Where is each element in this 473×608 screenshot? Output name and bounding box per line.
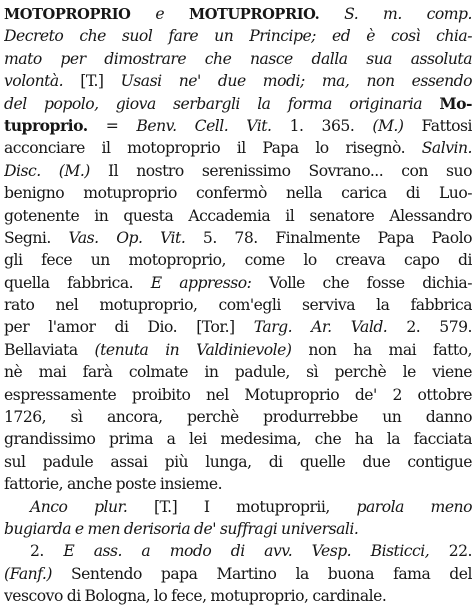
citation-source: Vas. Op. Vit. xyxy=(68,228,186,247)
quotation-text: Sentendo papa Martino la buona fama del xyxy=(51,564,472,583)
usage-note: Usasi ne' due modi; ma, non essendo xyxy=(120,72,472,91)
entry-line-10 xyxy=(4,205,472,227)
entry-line-12 xyxy=(4,249,472,271)
entry-line-26 xyxy=(4,563,472,585)
entry-line-19 xyxy=(4,406,472,428)
citation-tag: (M.) xyxy=(372,116,404,135)
quotation-text: grandissimo prima a lei medesima, che ha la facciata xyxy=(4,430,472,449)
quotation-text: Fattosi xyxy=(403,116,472,135)
source-tag: [T.] xyxy=(80,72,121,91)
entry-line-5 xyxy=(4,93,472,115)
quotation-text: benigno motuproprio confermò nella carica di Luo- xyxy=(4,184,472,203)
entry-line-17 xyxy=(4,361,472,383)
sense-number: 2. xyxy=(30,542,64,561)
quotation-text: fattorie, anche poste insieme. xyxy=(4,475,223,494)
entry-line-15 xyxy=(4,316,472,338)
equals-sign: = xyxy=(87,116,137,135)
entry-line-21 xyxy=(4,451,472,473)
entry-line-22 xyxy=(4,473,472,495)
quotation-text: non ha mai fatto, xyxy=(291,340,472,359)
quotation-text: quella fabbrica. xyxy=(4,273,151,292)
entry-line-13 xyxy=(4,272,472,294)
quotation-text: Il nostro serenissimo Sovrano... con suo xyxy=(89,161,472,180)
quotation-text: gotenente in questa Accademia il senatore Alessandro xyxy=(4,206,472,225)
headword-conjunction: e xyxy=(130,5,189,23)
quotation-text: espressamente proibito nel Motuproprio de' 2 ottobre xyxy=(4,385,472,404)
editorial-gloss: (tenuta in Valdinievole) xyxy=(94,340,292,359)
quotation-text: nè mai farà colmate in padule, sì perchè le viene xyxy=(4,363,472,382)
part-of-speech: S. m. comp. xyxy=(319,5,472,23)
quotation-text: Volle che fosse dichia- xyxy=(251,273,472,292)
bold-form: tuproprio. xyxy=(4,115,88,135)
usage-note: bugiarda e men derisoria de' suffragi universali. xyxy=(4,519,359,538)
headword: MOTOPROPRIO xyxy=(4,6,131,23)
bold-form: Mo- xyxy=(439,93,472,113)
quotation-text: 1726, sì ancora, perchè produrrebbe un danno xyxy=(4,408,472,427)
plural-label: Anco plur. xyxy=(30,497,128,516)
citation-source: Benv. Cell. Vit. xyxy=(136,116,272,135)
quotation-text: acconciare il motoproprio il Papa lo risegnò. xyxy=(4,139,422,158)
entry-line-25 xyxy=(4,540,472,562)
quotation-text: per l'amor di Dio. [Tor.] xyxy=(4,318,254,337)
entry-line-27 xyxy=(4,585,472,607)
entry-line-18 xyxy=(4,384,472,406)
citation-tag: (Fanf.) xyxy=(4,564,52,583)
entry-line-2 xyxy=(4,25,472,47)
citation-reference: 2. 579. xyxy=(387,318,472,337)
headword-variant: MOTUPROPRIO. xyxy=(188,6,320,23)
citation-source: Disc. (M.) xyxy=(4,161,90,180)
sense-definition: E ass. a modo di avv. Vesp. Bisticci, xyxy=(63,542,430,561)
entry-line-7 xyxy=(4,137,472,159)
entry-line-23 xyxy=(4,496,472,518)
citation-source: Targ. Ar. Vald. xyxy=(253,318,388,337)
entry-line-20 xyxy=(4,428,472,450)
dictionary-entry xyxy=(4,3,472,608)
entry-line-24 xyxy=(4,518,472,540)
quotation-text: Segni. xyxy=(4,228,69,247)
quotation-text: [T.] I motuproprii, xyxy=(127,497,357,516)
entry-line-6 xyxy=(4,115,472,137)
quotation-text: rato nel motuproprio, com'egli serviva la fabbrica xyxy=(4,296,472,315)
citation-source: Salvin. xyxy=(421,139,472,158)
usage-note: parola meno xyxy=(356,497,472,516)
definition-text: Decreto che suol fare un Principe; ed è così chia- xyxy=(4,27,472,46)
usage-note: del popolo, giova serbargli la forma originaria xyxy=(4,94,440,113)
entry-line-4 xyxy=(4,70,472,92)
entry-line-14 xyxy=(4,294,472,316)
entry-line-3 xyxy=(4,48,472,70)
definition-text: mato per dimostrare che nasce dalla sua assoluta xyxy=(4,49,472,68)
quotation-text: Bellaviata xyxy=(4,340,95,359)
quotation-text: gli fece un motoproprio, come lo creava capo di xyxy=(4,251,472,270)
entry-line-9 xyxy=(4,182,472,204)
quotation-text: sul padule assai più lunga, di quelle due contigue xyxy=(4,452,472,471)
entry-line-8 xyxy=(4,160,472,182)
citation-note: E appresso: xyxy=(150,273,252,292)
entry-line-16 xyxy=(4,339,472,361)
quotation-text: 5. 78. Finalmente Papa Paolo xyxy=(185,228,472,247)
citation-reference: 1. 365. xyxy=(271,116,373,135)
entry-line-1 xyxy=(4,3,472,25)
entry-line-11 xyxy=(4,227,472,249)
quotation-text: vescovo di Bologna, lo fece, motuproprio, cardinale. xyxy=(4,587,387,606)
definition-text: volontà. xyxy=(4,72,81,91)
citation-reference: 22. xyxy=(429,542,472,561)
